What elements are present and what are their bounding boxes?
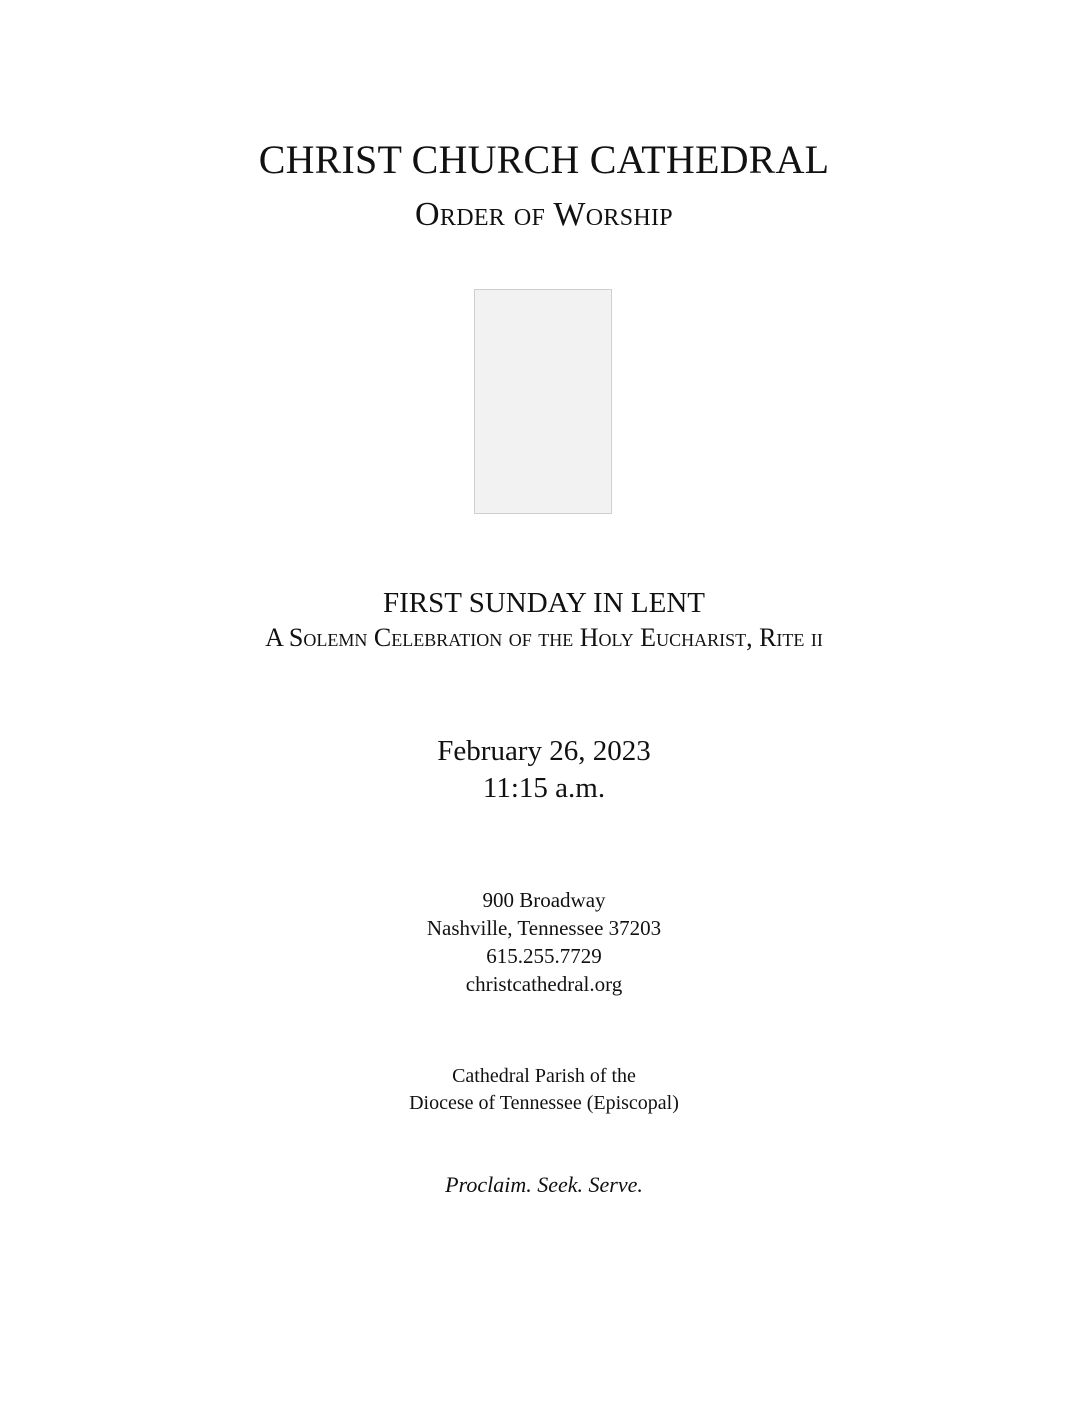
- phone-number: 615.255.7729: [486, 944, 602, 968]
- order-of-worship-subtitle: Order of Worship: [415, 196, 673, 233]
- motto: Proclaim. Seek. Serve.: [445, 1172, 643, 1197]
- parish-line-1: Cathedral Parish of the: [452, 1065, 636, 1087]
- service-date: February 26, 2023: [437, 735, 651, 767]
- service-time: 11:15 a.m.: [482, 772, 606, 804]
- parish-line-2: Diocese of Tennessee (Episcopal): [409, 1092, 679, 1114]
- cover-image-placeholder: [474, 289, 612, 514]
- service-description: A Solemn Celebration of the Holy Eucharist, Rite ii: [265, 623, 823, 652]
- city-state-zip: Nashville, Tennessee 37203: [426, 916, 662, 940]
- liturgical-occasion: FIRST SUNDAY IN LENT: [383, 587, 705, 619]
- website-link[interactable]: christcathedral.org: [465, 972, 623, 996]
- street-address: 900 Broadway: [482, 888, 606, 912]
- cathedral-title: CHRIST CHURCH CATHEDRAL: [258, 137, 830, 182]
